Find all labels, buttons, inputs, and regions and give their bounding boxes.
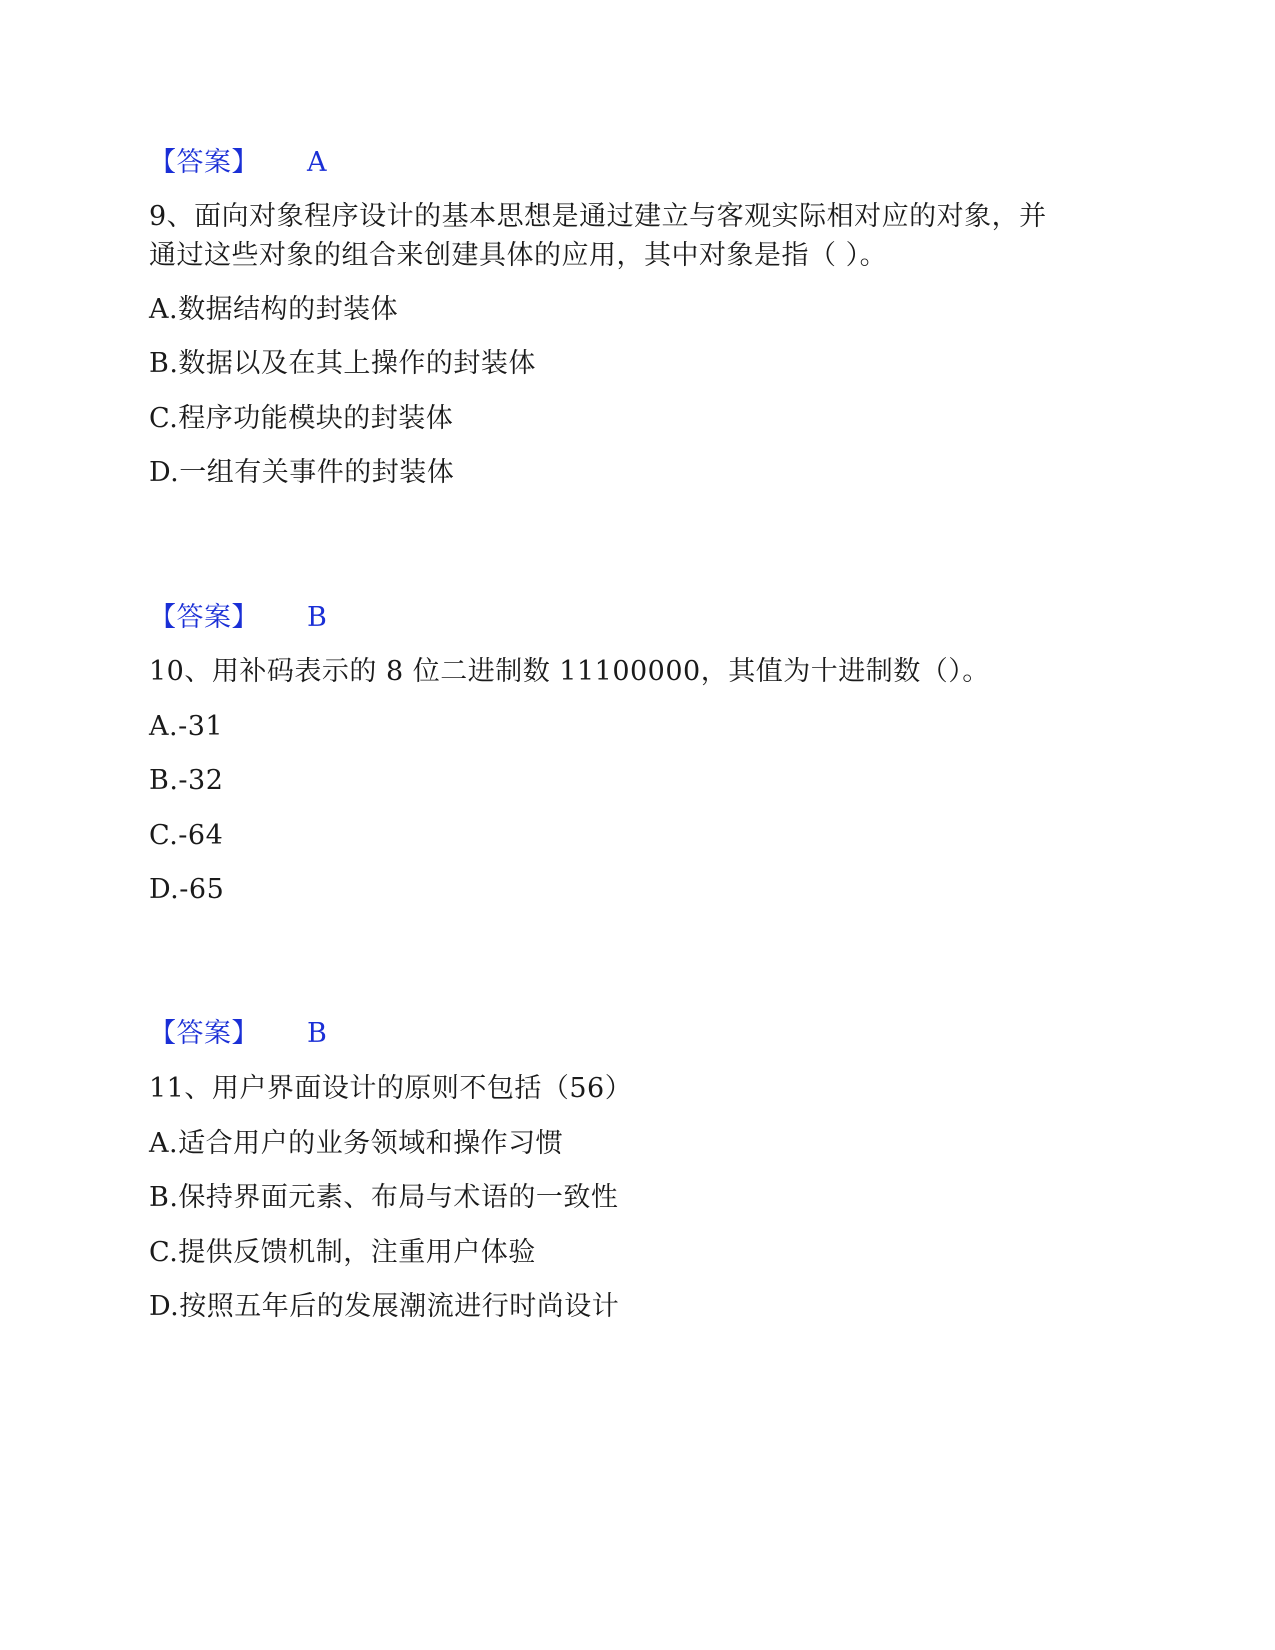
question-9-option-a: A.数据结构的封装体 — [149, 294, 399, 325]
answer-line — [149, 598, 327, 638]
answer-line — [149, 143, 327, 183]
question-9-option-c: C.程序功能模块的封装体 — [149, 403, 454, 434]
question-10-text-line-1: 10、用补码表示的 8 位二进制数 11100000，其值为十进制数（）。 — [149, 656, 990, 687]
question-9-option-d: D.一组有关事件的封装体 — [149, 457, 455, 488]
question-11-text-line-1: 11、用户界面设计的原则不包括（56） — [149, 1073, 633, 1104]
question-11-option-a: A.适合用户的业务领域和操作习惯 — [149, 1128, 564, 1159]
answer-value: B — [307, 1018, 328, 1049]
question-10-option-c: C.-64 — [149, 820, 224, 851]
answer-line — [149, 1014, 327, 1054]
question-9-text-line-2: 通过这些对象的组合来创建具体的应用，其中对象是指（ ）。 — [149, 240, 888, 271]
question-10-option-a: A.-31 — [149, 711, 224, 742]
answer-label: 【答案】 — [149, 1018, 259, 1049]
question-11-option-b: B.保持界面元素、布局与术语的一致性 — [149, 1182, 619, 1213]
answer-label: 【答案】 — [149, 602, 259, 633]
answer-value: B — [307, 602, 328, 633]
question-9-text-line-1: 9、面向对象程序设计的基本思想是通过建立与客观实际相对应的对象，并 — [149, 201, 1047, 232]
answer-label: 【答案】 — [149, 147, 259, 178]
question-10-option-d: D.-65 — [149, 874, 225, 905]
question-11-option-c: C.提供反馈机制，注重用户体验 — [149, 1237, 536, 1268]
question-11-option-d: D.按照五年后的发展潮流进行时尚设计 — [149, 1291, 620, 1322]
question-9-option-b: B.数据以及在其上操作的封装体 — [149, 348, 536, 379]
question-10-option-b: B.-32 — [149, 765, 224, 796]
answer-value: A — [307, 147, 327, 178]
